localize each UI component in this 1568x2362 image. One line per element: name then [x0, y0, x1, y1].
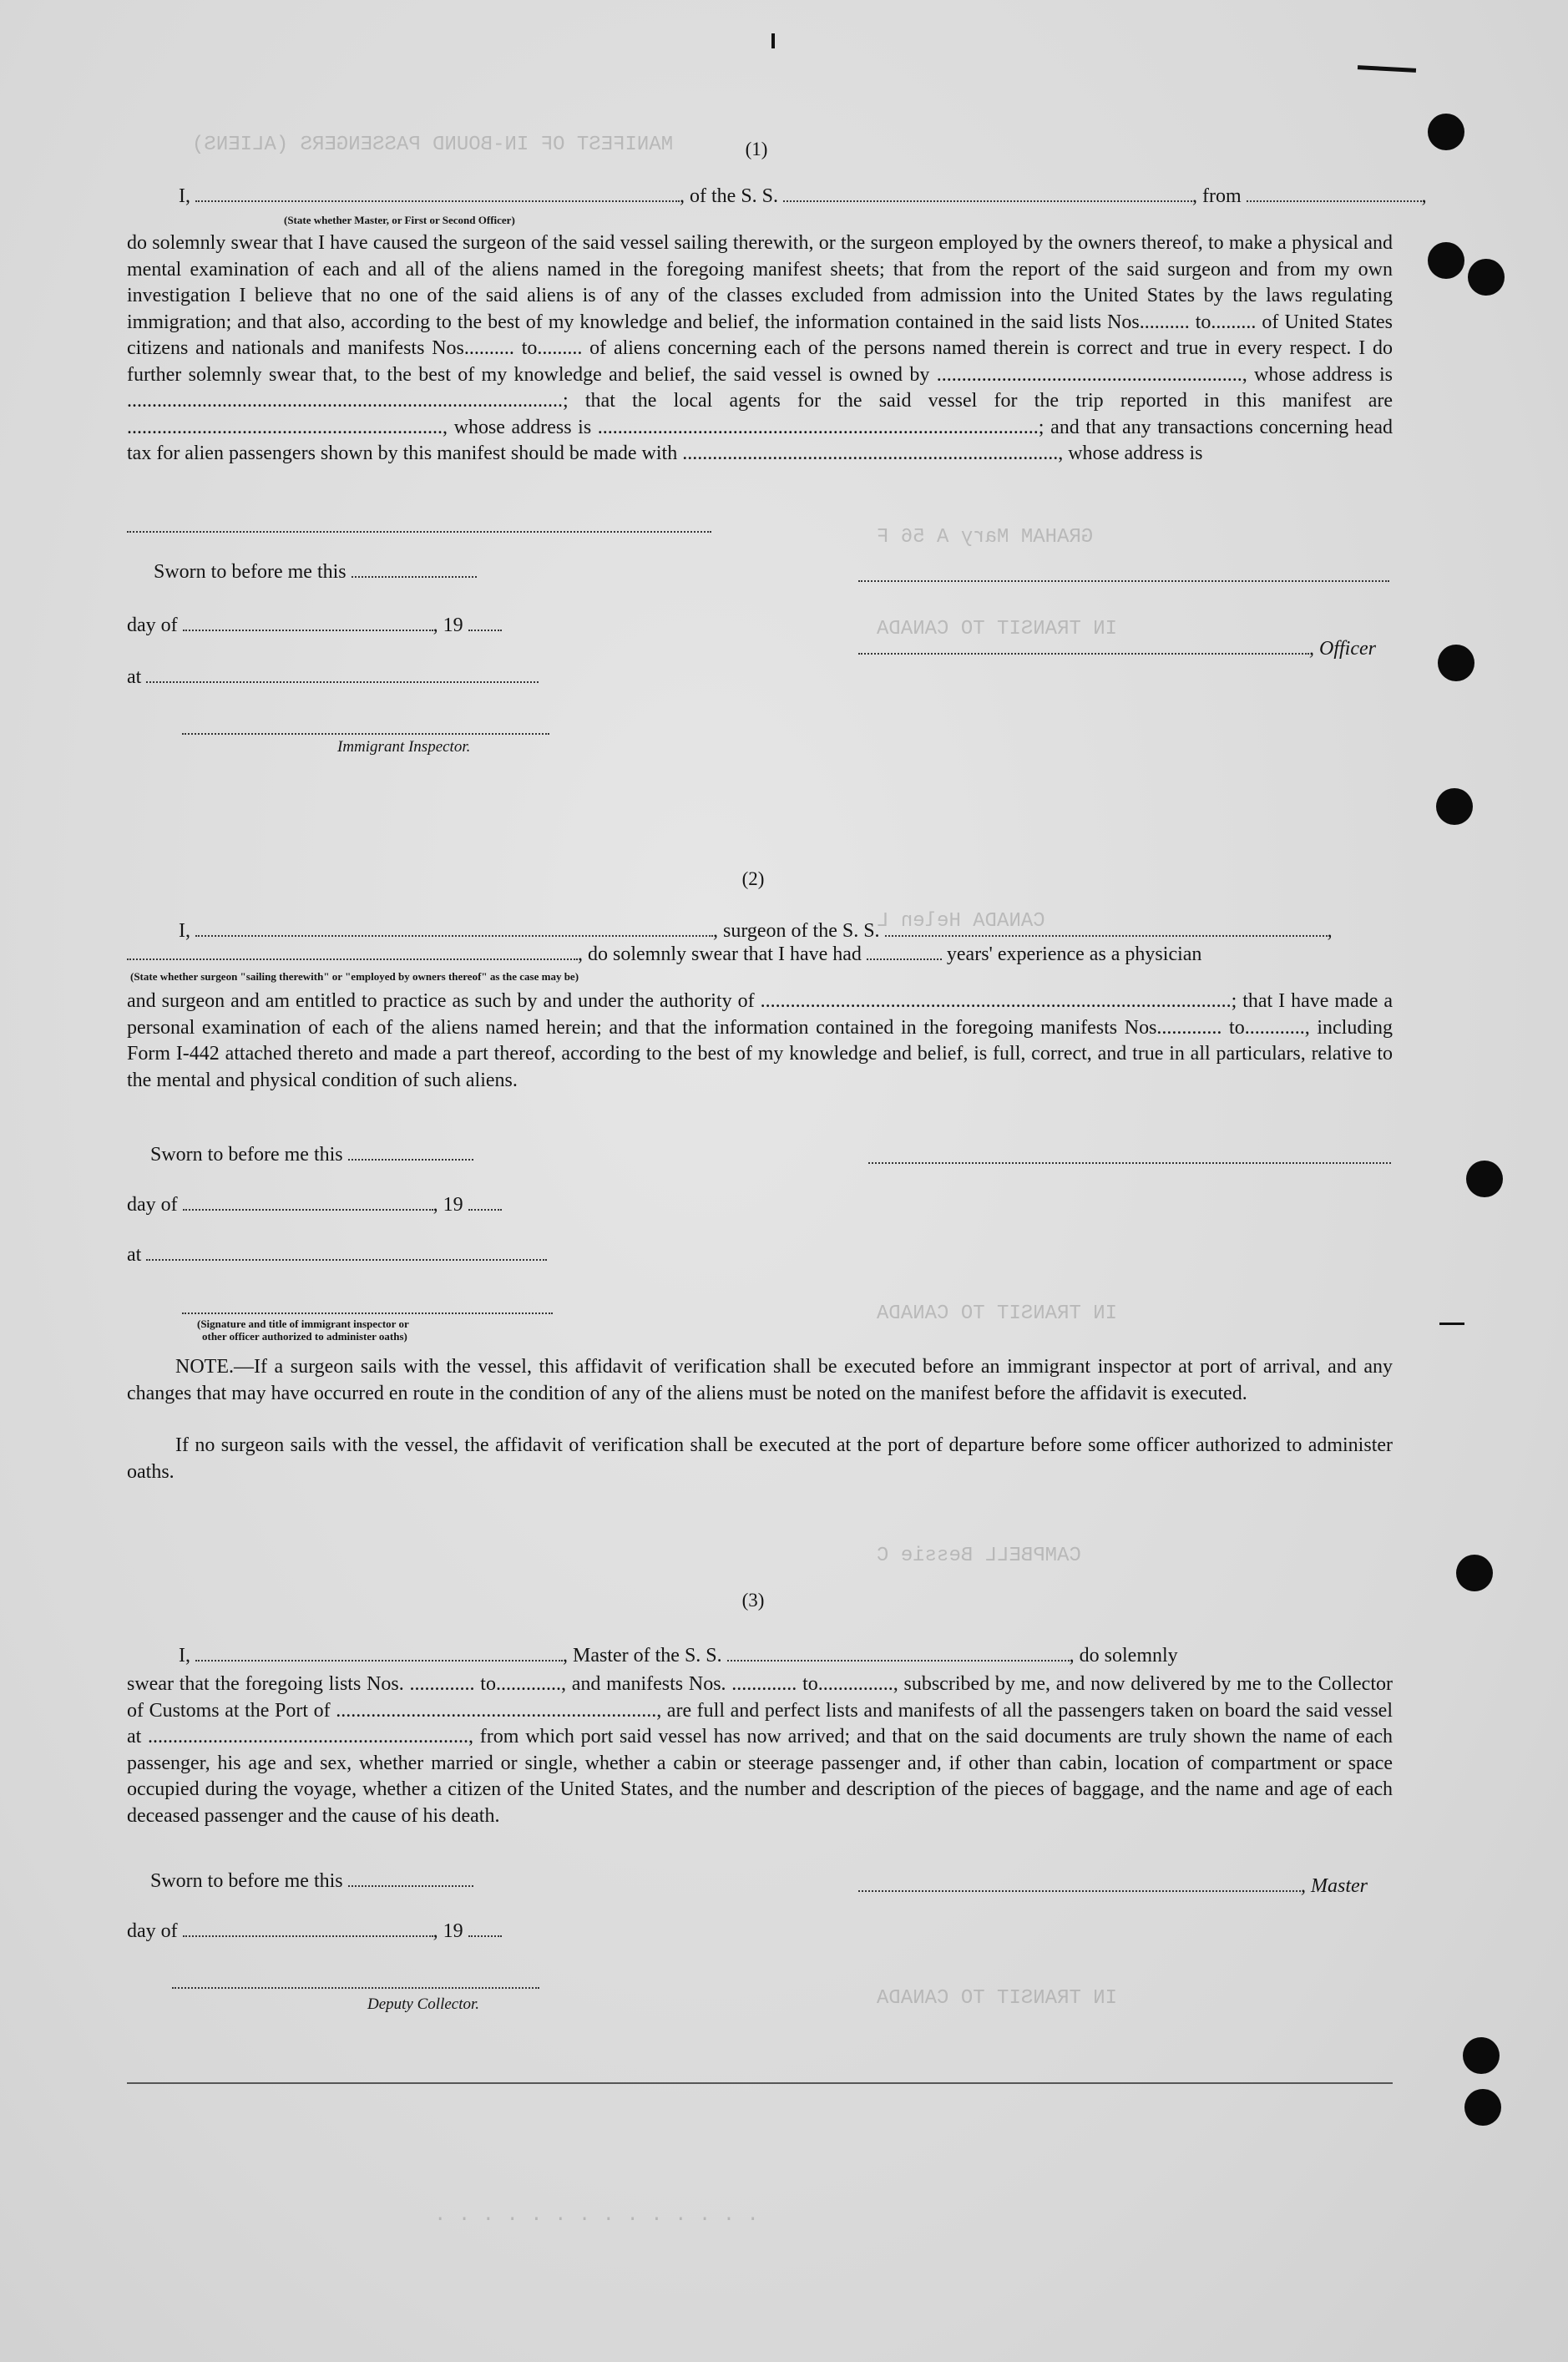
day-line [127, 615, 502, 637]
label: , 19 [432, 1920, 463, 1942]
sworn-line [150, 1144, 473, 1166]
section2-body: and surgeon and am entitled to practice as such by and under the authority of ..............................................................................................; that I have made a personal examination of each of the aliens named herein; and that the information contained in the foregoing manifests Nos............. to............, including Form I-442 attached thereto and made a part thereof, according to the best of my knowledge and belief, is full, correct, and true in all particulars, relative to the mental and physical condition of such aliens. [127, 990, 1393, 1091]
label: I, [179, 185, 190, 207]
master-signature-line [858, 1875, 1368, 1898]
bleed-through-text: CANADA Helen L [877, 910, 1045, 933]
label: at [127, 1244, 142, 1266]
sworn-line [154, 561, 477, 584]
sworn-line [150, 1870, 473, 1893]
bleed-through-text: GRAHAM Mary A 56 F [877, 526, 1094, 549]
label: , 19 [432, 1194, 463, 1216]
label: , do solemnly swear that I have had [578, 943, 862, 965]
affiant-line: I, , of the S. S. , from , [179, 185, 1427, 207]
day-line [127, 1194, 502, 1216]
section3-body: swear that the foregoing lists Nos. ............. to............., and manifests Nos. ............. to..............., subscribed by me, and now delivered by me to the Collector of Customs at the Port of ................................................................, are full and perfect lists and manifests of all the passengers taken on board the said vessel at ................................................................, from which port said vessel has now arrived; and that on the said documents are truly shown the name of each passenger, his age and sex, whether married or single, whether a cabin or steerage passenger and, if other than cabin, location of compartment or space occupied during the voyage, whether a citizen of the United States, and the number and description of the pieces of baggage, and the name and age of each deceased passenger and the cause of his death. [127, 1673, 1393, 1827]
label: , Master [1301, 1875, 1368, 1897]
label: , Master of the S. S. [563, 1645, 722, 1667]
bleed-through-text: IN TRANSIT TO CANADA [877, 618, 1118, 640]
note-text: If no surgeon sails with the vessel, the affidavit of verification shall be executed at the port of departure before some officer authorized to administer oaths. [127, 1434, 1393, 1483]
punch-hole [1428, 242, 1464, 279]
bleed-through-text: MANIFEST OF IN-BOUND PASSENGERS (ALIENS) [192, 134, 674, 156]
punch-hole [1468, 259, 1505, 296]
surgeon-line: I, , surgeon of the S. S. , [179, 920, 1333, 942]
punch-hole [1456, 1555, 1493, 1591]
label: I, [179, 920, 190, 942]
label: , do solemnly [1069, 1645, 1178, 1667]
section1-body: do solemnly swear that I have caused the surgeon of the said vessel sailing therewith, or the surgeon employed by the owners thereof, to make a physical and mental examination of each and all of the aliens named in the foregoing manifest sheets; that from the report of the said surgeon and from my own investigation I believe that no one of the said aliens is of any of the classes excluded from admission into the United States by the laws regulating immigration; and that also, according to the best of my knowledge and belief, the information contained in the said lists Nos.......... to......... of United States citizens and nationals and manifests Nos.......... to......... of aliens concerning each of the persons named therein is correct and true in every respect. I do further solemnly swear that, to the best of my knowledge and belief, the said vessel is owned by ............................................................., whose address is .......................................................................................; that the local agents for the said vessel for the trip reported in this manifest are ..............................................................., whose address is ........................................................................................; and that any transactions concerning head tax for alien passengers shown by this manifest should be made with ..........................................................................., whose address is [127, 232, 1393, 464]
master-line [179, 1645, 1178, 1667]
label: , of the S. S. [680, 185, 779, 207]
punch-hole [1464, 2089, 1501, 2126]
at-line [127, 1244, 547, 1267]
signature-caption: Deputy Collector. [367, 1995, 480, 2013]
field-note: (State whether Master, or First or Second Officer) [284, 214, 515, 226]
label: , from [1192, 185, 1242, 207]
label: , 19 [432, 615, 463, 636]
section-number: (2) [741, 868, 765, 889]
punch-hole [1438, 645, 1474, 681]
punch-hole [1463, 2037, 1500, 2074]
bleed-through-text: . . . . . . . . . . . . . . [434, 2204, 759, 2227]
ink-mark [1439, 1323, 1464, 1325]
experience-line [127, 943, 1201, 966]
label: Sworn to before me this [154, 561, 346, 583]
label: I, [179, 1645, 190, 1667]
label: day of [127, 615, 178, 636]
label: day of [127, 1194, 178, 1216]
bleed-through-text: IN TRANSIT TO CANADA [877, 1302, 1118, 1325]
label: Sworn to before me this [150, 1144, 343, 1166]
punch-hole [1428, 114, 1464, 150]
label: , Officer [1309, 638, 1376, 660]
officer-line [858, 638, 1376, 660]
signature-note: (Signature and title of immigrant inspector or [197, 1318, 409, 1330]
label: day of [127, 1920, 178, 1942]
day-line [127, 1920, 502, 1943]
ink-mark [771, 33, 775, 48]
bleed-through-text: CAMPBELL Bessie C [877, 1545, 1081, 1567]
label: years' experience as a physician [946, 943, 1202, 965]
section-number: (3) [741, 1590, 765, 1611]
note-text: NOTE.—If a surgeon sails with the vessel, this affidavit of verification shall be executed before an immigrant inspector at port of arrival, and any changes that may have occurred en route in the condition of any of the aliens must be noted on the manifest before the affidavit is executed. [127, 1356, 1393, 1404]
punch-hole [1466, 1161, 1503, 1197]
label: Sworn to before me this [150, 1870, 343, 1892]
signature-caption: Immigrant Inspector. [337, 738, 471, 756]
bleed-through-text: IN TRANSIT TO CANADA [877, 1987, 1118, 2010]
at-line [127, 666, 539, 689]
signature-note: other officer authorized to administer oaths) [202, 1330, 407, 1343]
section-number: (1) [745, 139, 768, 159]
ink-mark [1358, 65, 1416, 73]
field-note: (State whether surgeon "sailing therewith" or "employed by owners thereof" as the case may be) [130, 970, 579, 983]
label: at [127, 666, 142, 688]
label: , surgeon of the S. S. [713, 920, 880, 942]
punch-hole [1436, 788, 1473, 825]
